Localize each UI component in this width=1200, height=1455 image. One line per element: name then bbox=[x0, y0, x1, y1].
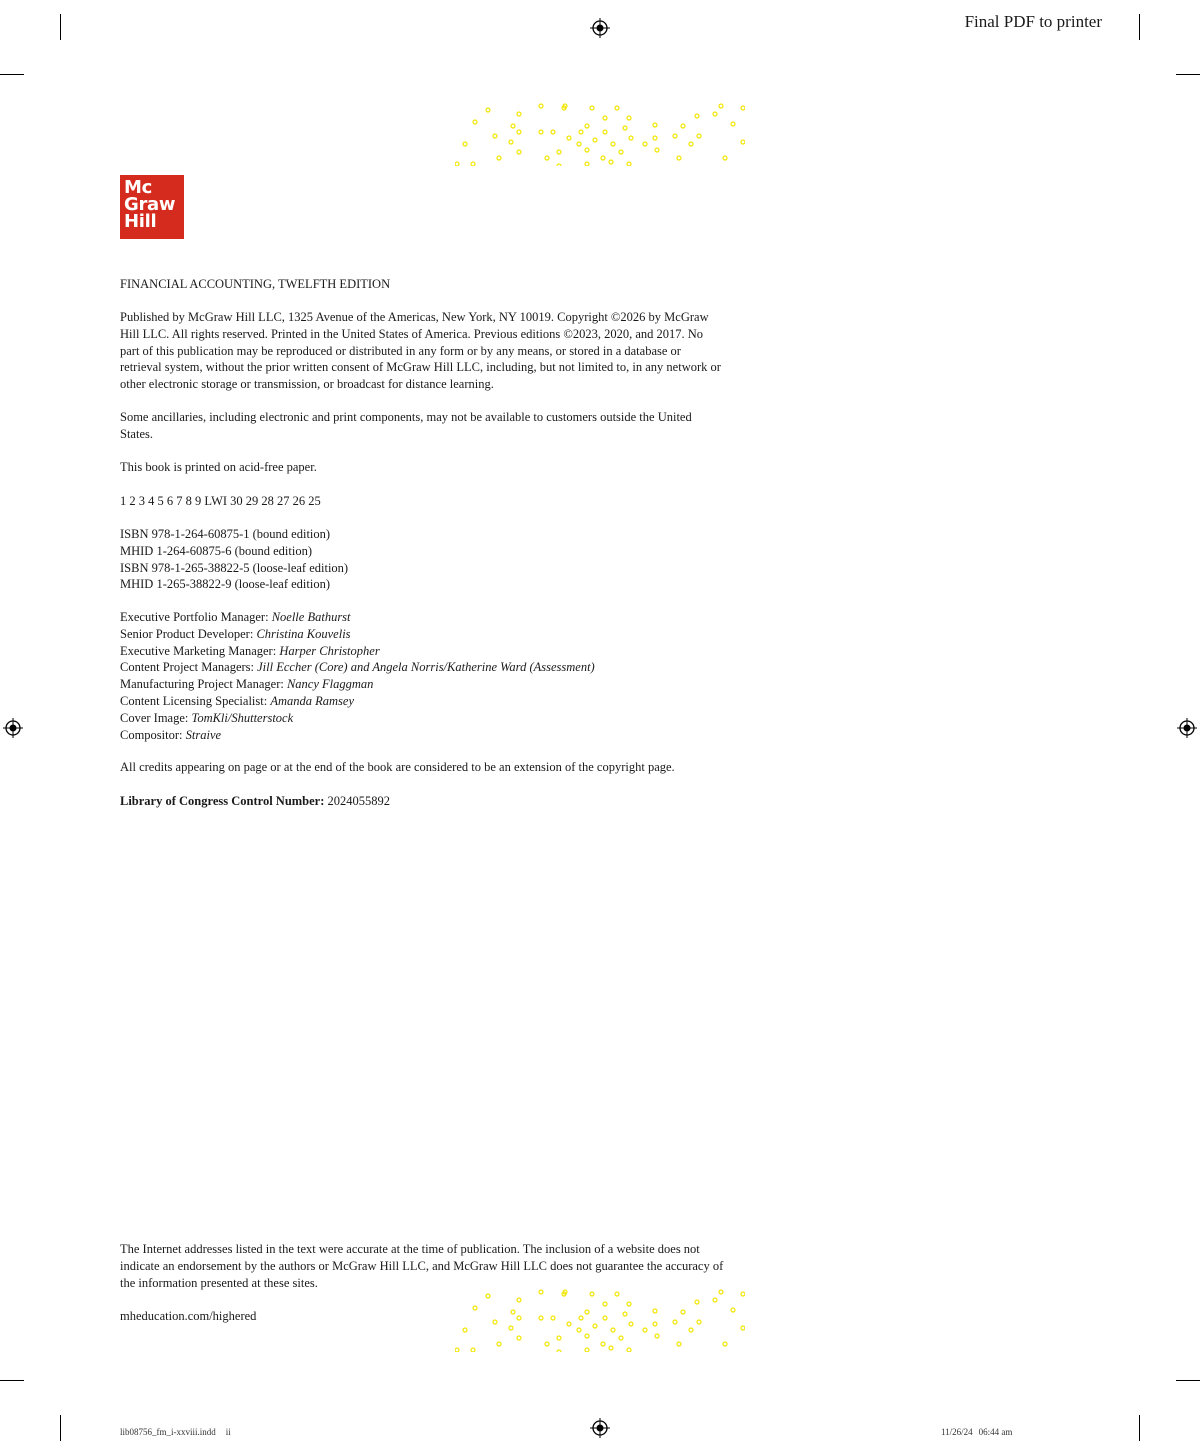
yellow-dot bbox=[627, 162, 631, 166]
yellow-dot bbox=[585, 1348, 589, 1352]
yellow-dot bbox=[603, 130, 607, 134]
yellow-dot bbox=[590, 106, 594, 110]
yellow-dot bbox=[545, 1342, 549, 1346]
registration-mark-icon bbox=[1177, 718, 1197, 738]
credit-name: Jill Eccher (Core) and Angela Norris/Katherine Ward (Assessment) bbox=[257, 660, 595, 675]
credit-name: Christina Kouvelis bbox=[256, 626, 351, 641]
yellow-dot bbox=[697, 134, 701, 138]
yellow-dot bbox=[611, 142, 615, 146]
yellow-dot bbox=[611, 1328, 615, 1332]
yellow-dot bbox=[486, 1294, 490, 1298]
yellow-dot bbox=[545, 156, 549, 160]
logo-line-1: Mc bbox=[124, 177, 152, 198]
credit-name: Straive bbox=[185, 727, 222, 742]
yellow-dot bbox=[471, 1348, 475, 1352]
crop-mark bbox=[0, 1380, 24, 1381]
yellow-dot bbox=[723, 1342, 727, 1346]
slug-page: ii bbox=[225, 1427, 231, 1437]
yellow-dot bbox=[463, 142, 467, 146]
yellow-dot bbox=[741, 106, 745, 110]
yellow-dot bbox=[615, 106, 619, 110]
yellow-dot bbox=[619, 1336, 623, 1340]
yellow-dot bbox=[653, 136, 657, 140]
slug-time: 06:44 am bbox=[978, 1427, 1013, 1437]
isbn-line: MHID 1-265-38822-9 (loose-leaf edition) bbox=[120, 577, 331, 592]
yellow-dot bbox=[731, 1308, 735, 1312]
yellow-dot bbox=[603, 116, 607, 120]
yellow-dot bbox=[517, 112, 521, 116]
yellow-dot bbox=[590, 1292, 594, 1296]
credit-role: Content Project Managers: bbox=[120, 660, 258, 675]
acid-free-paragraph: This book is printed on acid-free paper. bbox=[120, 460, 317, 474]
yellow-dot bbox=[615, 1292, 619, 1296]
crop-mark bbox=[60, 14, 61, 40]
yellow-dot bbox=[741, 140, 745, 144]
isbn-line: ISBN 978-1-264-60875-1 (bound edition) bbox=[120, 527, 331, 541]
registration-mark-icon bbox=[590, 18, 610, 38]
yellow-dot bbox=[486, 108, 490, 112]
yellow-dot bbox=[585, 162, 589, 166]
yellow-dot bbox=[493, 134, 497, 138]
ancillaries-paragraph: Some ancillaries, including electronic and print components, may not be available to customers outside the United States. bbox=[120, 410, 692, 441]
yellow-dot bbox=[557, 164, 561, 166]
yellow-dot bbox=[731, 122, 735, 126]
credit-line bbox=[120, 626, 725, 643]
yellow-dot bbox=[609, 1346, 613, 1350]
credit-role: Executive Marketing Manager: bbox=[120, 643, 280, 658]
crop-mark bbox=[1139, 14, 1140, 40]
yellow-dot bbox=[585, 148, 589, 152]
credit-line bbox=[120, 643, 725, 660]
loc-value: 2024055892 bbox=[327, 794, 391, 808]
yellow-dot bbox=[585, 1334, 589, 1338]
credit-name: Noelle Bathurst bbox=[271, 610, 351, 624]
yellow-dot bbox=[695, 114, 699, 118]
yellow-dot bbox=[601, 156, 605, 160]
yellow-dot bbox=[673, 134, 677, 138]
yellow-dot bbox=[713, 1298, 717, 1302]
yellow-dot bbox=[497, 1342, 501, 1346]
yellow-dot bbox=[577, 142, 581, 146]
yellow-dot bbox=[509, 140, 513, 144]
credit-line bbox=[120, 693, 725, 710]
logo-line-3: Hill bbox=[124, 211, 157, 232]
credit-line bbox=[120, 659, 725, 676]
credit-name: Harper Christopher bbox=[279, 643, 380, 658]
yellow-dot bbox=[643, 1328, 647, 1332]
yellow-dot bbox=[627, 116, 631, 120]
yellow-dot bbox=[471, 162, 475, 166]
yellow-dot bbox=[723, 156, 727, 160]
yellow-dot bbox=[539, 130, 543, 134]
credit-name: TomKli/Shutterstock bbox=[191, 710, 294, 725]
yellow-dot bbox=[623, 126, 627, 130]
credit-line bbox=[120, 710, 725, 727]
credit-line bbox=[120, 727, 725, 744]
yellow-dot bbox=[567, 136, 571, 140]
yellow-dot bbox=[677, 156, 681, 160]
registration-mark-icon bbox=[3, 718, 23, 738]
yellow-dot bbox=[557, 1350, 561, 1352]
credit-line bbox=[120, 676, 725, 693]
mcgraw-hill-logo bbox=[120, 175, 184, 239]
yellow-dot bbox=[713, 112, 717, 116]
slug-filename: lib08756_fm_i-xxviii.indd bbox=[120, 1427, 216, 1437]
yellow-dot bbox=[653, 123, 657, 127]
yellow-dot bbox=[741, 1292, 745, 1296]
slug-file-info bbox=[120, 1427, 231, 1437]
yellow-dot bbox=[681, 124, 685, 128]
yellow-dot bbox=[627, 1302, 631, 1306]
credits-extension-paragraph: All credits appearing on page or at the end of the book are considered to be an extension of the copyright page. bbox=[120, 760, 675, 774]
crop-mark bbox=[1176, 74, 1200, 75]
website-url: mheducation.com/highered bbox=[120, 1309, 257, 1323]
yellow-dot bbox=[593, 138, 597, 142]
credit-role: Content Licensing Specialist: bbox=[120, 693, 271, 708]
yellow-dot bbox=[619, 150, 623, 154]
slug-date: 11/26/24 bbox=[941, 1427, 973, 1437]
yellow-dot bbox=[577, 1328, 581, 1332]
loc-control-number bbox=[120, 793, 725, 810]
credit-role: Senior Product Developer: bbox=[120, 626, 257, 641]
yellow-dot bbox=[497, 156, 501, 160]
crop-mark bbox=[1139, 1415, 1140, 1441]
yellow-dot bbox=[629, 136, 633, 140]
yellow-dot bbox=[695, 1300, 699, 1304]
credit-name: Nancy Flaggman bbox=[286, 677, 374, 692]
book-title: FINANCIAL ACCOUNTING, TWELFTH EDITION bbox=[120, 277, 391, 291]
loc-label: Library of Congress Control Number: bbox=[120, 794, 328, 808]
yellow-dot bbox=[609, 160, 613, 164]
logo-line-2: Graw bbox=[124, 194, 176, 215]
yellow-dot bbox=[689, 1328, 693, 1332]
crop-mark bbox=[60, 1415, 61, 1441]
yellow-dot bbox=[517, 1298, 521, 1302]
crop-mark bbox=[1176, 1380, 1200, 1381]
credit-role: Executive Portfolio Manager: bbox=[120, 610, 272, 624]
yellow-dot bbox=[511, 124, 515, 128]
credit-role: Cover Image: bbox=[120, 710, 192, 725]
yellow-dots-pattern-top bbox=[455, 102, 745, 166]
yellow-dot bbox=[551, 130, 555, 134]
yellow-dot bbox=[517, 1336, 521, 1340]
yellow-dot bbox=[677, 1342, 681, 1346]
yellow-dot bbox=[557, 1336, 561, 1340]
isbn-line: ISBN 978-1-265-38822-5 (loose-leaf edition) bbox=[120, 560, 349, 575]
isbn-line: MHID 1-264-60875-6 (bound edition) bbox=[120, 543, 312, 558]
yellow-dot bbox=[539, 104, 543, 108]
yellow-dot bbox=[719, 104, 723, 108]
yellow-dot bbox=[455, 162, 459, 166]
internet-disclaimer-paragraph: The Internet addresses listed in the text were accurate at the time of publication. The inclusion of a website does not indicate an endorsement by the authors or McGraw Hill LLC, and McGraw Hill LLC does not guarantee the accuracy of the information presented at these sites. bbox=[120, 1242, 724, 1290]
yellow-dot bbox=[557, 150, 561, 154]
yellow-dot bbox=[517, 150, 521, 154]
yellow-dot bbox=[509, 1326, 513, 1330]
yellow-dot bbox=[455, 1348, 459, 1352]
yellow-dot bbox=[517, 130, 521, 134]
crop-mark bbox=[0, 74, 24, 75]
registration-mark-icon bbox=[590, 1418, 610, 1438]
credit-line bbox=[120, 609, 725, 626]
copyright-paragraph: Published by McGraw Hill LLC, 1325 Avenue of the Americas, New York, NY 10019. Copyright ©2026 by McGraw Hill LLC. All rights reserved. Printed in the United States of America. Previous editions ©2023, 2020, and 2017. No part of this publication may be reproduced or distributed in any form or by any means, or stored in a database or retrieval system, without the prior written consent of McGraw Hill LLC, including, but not limited to, in any network or other electronic storage or transmission, or broadcast for distance learning. bbox=[120, 310, 721, 392]
yellow-dot bbox=[473, 120, 477, 124]
printing-line: 1 2 3 4 5 6 7 8 9 LWI 30 29 28 27 26 25 bbox=[120, 494, 321, 508]
isbn-block bbox=[120, 526, 725, 593]
yellow-dot bbox=[689, 142, 693, 146]
yellow-dot bbox=[585, 124, 589, 128]
yellow-dot bbox=[643, 142, 647, 146]
yellow-dot bbox=[655, 1334, 659, 1338]
print-status-label: Final PDF to printer bbox=[964, 12, 1102, 31]
yellow-dot bbox=[741, 1326, 745, 1330]
yellow-dot bbox=[603, 1302, 607, 1306]
slug-timestamp bbox=[941, 1427, 1012, 1437]
credit-name: Amanda Ramsey bbox=[270, 693, 354, 708]
yellow-dot bbox=[627, 1348, 631, 1352]
yellow-dot bbox=[463, 1328, 467, 1332]
yellow-dot bbox=[601, 1342, 605, 1346]
credits-block bbox=[120, 609, 725, 743]
yellow-dot bbox=[579, 130, 583, 134]
credit-role: Compositor: bbox=[120, 727, 186, 742]
credit-role: Manufacturing Project Manager: bbox=[120, 677, 287, 692]
yellow-dot bbox=[655, 148, 659, 152]
